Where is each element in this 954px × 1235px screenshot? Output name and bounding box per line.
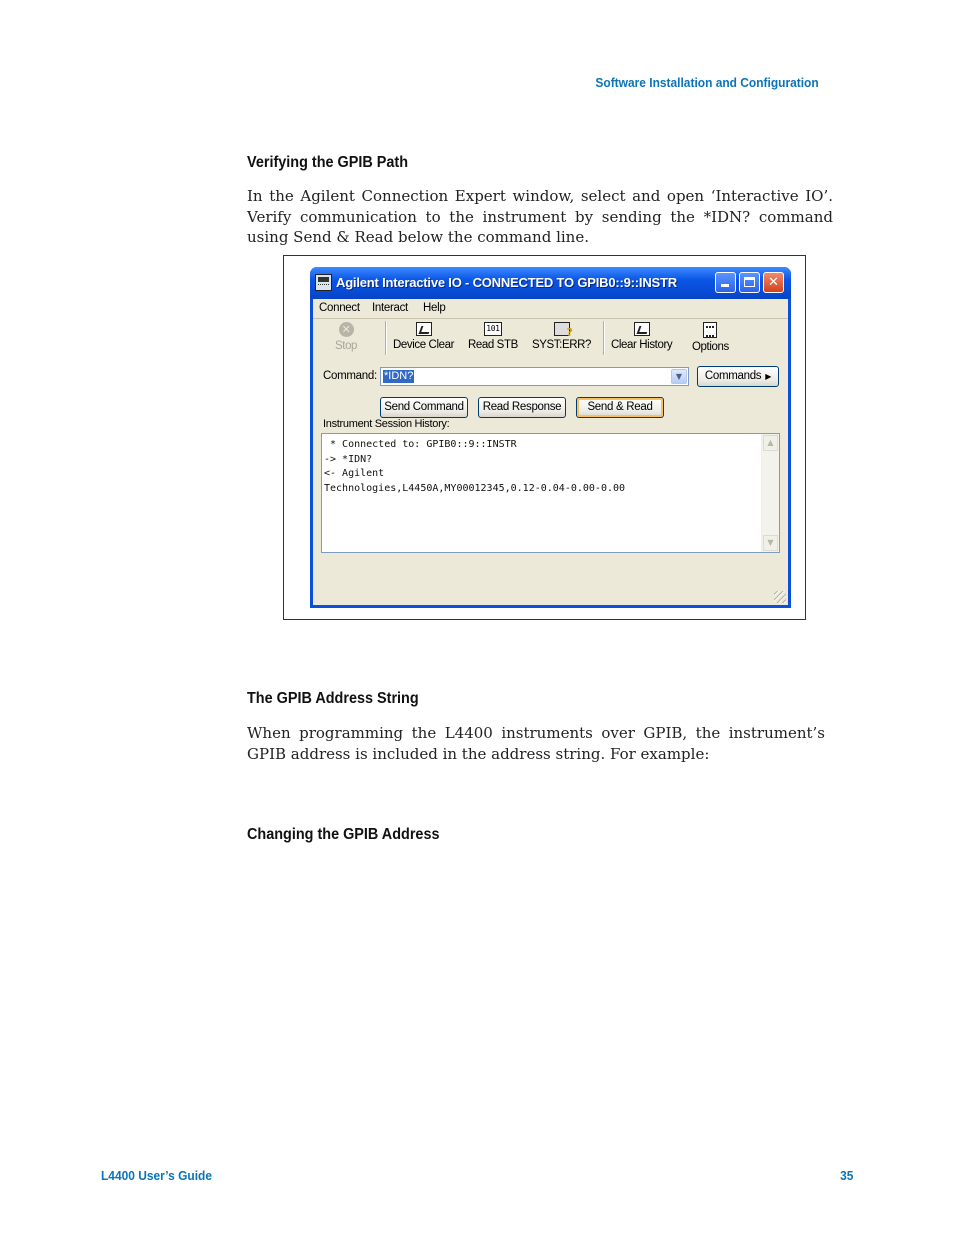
menu-bar <box>313 299 788 319</box>
toolbar-label: Clear History <box>611 339 673 351</box>
history-line: Technologies,L4450A,MY00012345,0.12-0.04-0.00-0.00 <box>324 482 626 494</box>
close-button[interactable] <box>763 272 784 293</box>
vertical-scrollbar[interactable] <box>761 434 779 552</box>
minimize-button[interactable] <box>715 272 736 293</box>
read-stb-icon: 101 <box>484 322 502 336</box>
app-icon <box>315 274 332 291</box>
toolbar-separator <box>385 321 387 355</box>
scroll-up-icon[interactable]: ▲ <box>763 435 778 451</box>
command-input-value[interactable]: *IDN? <box>384 370 414 382</box>
toolbar-read-stb-button[interactable] <box>468 322 518 351</box>
chevron-right-icon: ▶ <box>765 372 772 381</box>
interactive-io-window <box>310 267 791 608</box>
toolbar-separator <box>603 321 605 355</box>
title-bar[interactable] <box>310 267 791 299</box>
minimize-icon <box>721 284 729 287</box>
running-header: Software Installation and Configuration <box>595 75 819 90</box>
read-response-button[interactable]: Read Response <box>478 397 566 418</box>
maximize-button[interactable] <box>739 272 760 293</box>
commands-button-label: Commands <box>704 370 762 382</box>
screenshot-figure <box>283 255 806 620</box>
window-client <box>313 299 788 605</box>
scroll-down-icon[interactable]: ▼ <box>763 535 778 551</box>
footer-title: L4400 User’s Guide <box>101 1168 213 1183</box>
toolbar-stop-button[interactable] <box>335 322 357 352</box>
device-clear-icon <box>416 322 432 336</box>
send-read-button[interactable]: Send & Read <box>576 397 664 418</box>
toolbar-label: SYST:ERR? <box>532 339 592 351</box>
toolbar-options-button[interactable] <box>692 322 729 353</box>
paragraph: When programming the L4400 instruments over GPIB, the instrument’s GPIB address is included in the address string. For example: <box>247 724 825 763</box>
section-heading: Verifying the GPIB Path <box>247 154 409 171</box>
toolbar-label: Stop <box>335 340 358 352</box>
toolbar-device-clear-button[interactable] <box>393 322 454 351</box>
close-icon: ✕ <box>768 275 779 290</box>
page-number: 35 <box>839 1168 853 1183</box>
menu-help[interactable]: Help <box>423 302 446 314</box>
toolbar-label: Read STB <box>468 339 518 351</box>
menu-separator <box>313 318 788 319</box>
session-history-textarea[interactable] <box>321 433 780 553</box>
toolbar-syst-err-button[interactable] <box>532 322 591 351</box>
send-command-button[interactable]: Send Command <box>380 397 468 418</box>
toolbar-clear-history-button[interactable] <box>611 322 672 351</box>
stop-icon: ✕ <box>339 322 354 337</box>
section-heading: Changing the GPIB Address <box>247 826 440 843</box>
toolbar-label: Options <box>692 341 729 353</box>
options-icon <box>703 322 717 338</box>
menu-connect[interactable]: Connect <box>319 302 360 314</box>
menu-interact[interactable]: Interact <box>372 302 408 314</box>
history-label: Instrument Session History: <box>323 418 450 430</box>
clear-history-icon <box>634 322 650 336</box>
command-label: Command: <box>323 370 377 382</box>
toolbar-label: Device Clear <box>393 339 455 351</box>
paragraph: In the Agilent Connection Expert window, select and open ‘Interactive IO’. Verify communication to the instrument by sending the *IDN? command using Send & Read below the command line. <box>247 187 833 246</box>
history-line: -> *IDN? <box>324 453 373 465</box>
maximize-icon <box>744 277 755 287</box>
commands-menu-button[interactable] <box>697 366 779 387</box>
section-heading: The GPIB Address String <box>247 690 419 707</box>
resize-grip-icon[interactable] <box>774 591 786 603</box>
history-text <box>324 438 625 496</box>
history-line: * Connected to: GPIB0::9::INSTR <box>324 439 517 450</box>
history-line: <- Agilent <box>324 468 385 479</box>
syst-err-icon <box>554 322 570 336</box>
command-combobox[interactable] <box>380 367 689 386</box>
chevron-down-icon[interactable]: ▼ <box>671 369 687 384</box>
window-title: Agilent Interactive IO - CONNECTED TO GPIB0::9::INSTR <box>336 275 677 290</box>
